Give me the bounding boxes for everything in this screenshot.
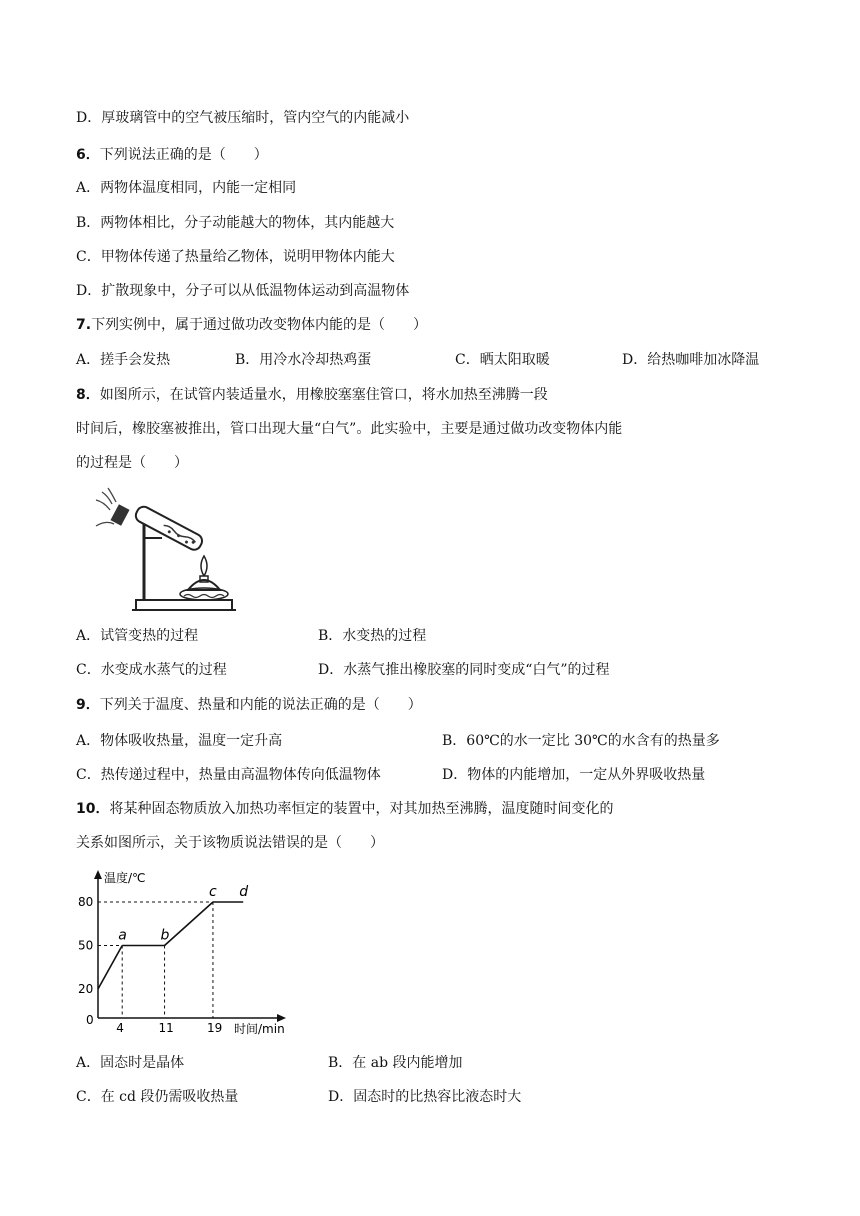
test-tube-apparatus-figure (92, 486, 242, 616)
y-tick-label: 20 (78, 982, 94, 996)
point-label-b: b (160, 927, 170, 944)
x-tick-label: 19 (206, 1021, 223, 1035)
q6-option-c: C．甲物体传递了热量给乙物体，说明甲物体内能大 (76, 249, 395, 265)
x-tick-label: 4 (116, 1021, 124, 1035)
q6-option-b: B．两物体相比，分子动能越大的物体，其内能越大 (76, 215, 395, 231)
y-tick-label: 50 (78, 938, 94, 953)
q10-option-b: B．在 ab 段内能增加 (328, 1055, 463, 1071)
q7-stem: 下列实例中，属于通过做功改变物体内能的是（ ） (91, 317, 428, 333)
q6-option-a: A．两物体温度相同，内能一定相同 (76, 180, 297, 196)
y-axis-arrow (94, 870, 102, 879)
q7-number: 7. (76, 317, 92, 333)
y-axis-label: 温度/℃ (104, 871, 146, 885)
origin-label: 0 (86, 1013, 94, 1027)
q8-option-a: A．试管变热的过程 (76, 628, 199, 644)
point-label-c: c (208, 884, 217, 900)
temperature-time-chart (76, 866, 306, 1036)
y-tick-label: 80 (78, 895, 94, 909)
q10-stem-line-1 (76, 799, 613, 819)
q5-option-d: D．厚玻璃管中的空气被压缩时，管内空气的内能减小 (76, 110, 410, 126)
q8-stem-line-1 (76, 385, 548, 405)
q8-stem-1: 如图所示，在试管内装适量水，用橡胶塞塞住管口，将水加热至沸腾一段 (99, 387, 548, 403)
q9-stem-line (76, 695, 422, 715)
q10-number: 10． (76, 801, 110, 817)
q8-number: 8． (76, 387, 100, 403)
x-axis-label: 时间/min (234, 1022, 285, 1036)
q7-option-b: B．用冷水冷却热鸡蛋 (235, 352, 372, 368)
q6-number: 6． (76, 147, 100, 163)
q7-option-a: A．搓手会发热 (76, 352, 171, 368)
q8-stem-line-3: 的过程是（ ） (76, 455, 188, 471)
q7-option-d: D．给热咖啡加冰降温 (622, 352, 760, 368)
q9-option-c: C．热传递过程中，热量由高温物体传向低温物体 (76, 767, 381, 783)
q10-stem-1: 将某种固态物质放入加热功率恒定的装置中，对其加热至沸腾，温度随时间变化的 (109, 801, 614, 817)
point-label-a: a (118, 927, 127, 944)
q10-option-d: D．固态时的比热容比液态时大 (328, 1089, 522, 1105)
q9-option-a: A．物体吸收热量，温度一定升高 (76, 733, 283, 749)
q9-option-b: B．60℃的水一定比 30℃的水含有的热量多 (442, 733, 720, 749)
q10-option-a: A．固态时是晶体 (76, 1055, 185, 1071)
q8-stem-line-2: 时间后，橡胶塞被推出，管口出现大量“白气”。此实验中，主要是通过做功改变物体内能 (76, 421, 623, 437)
curve-segment-2 (165, 902, 213, 946)
x-axis-arrow (277, 1014, 286, 1022)
q9-number: 9． (76, 697, 100, 713)
q8-option-d: D．水蒸气推出橡胶塞的同时变成“白气”的过程 (318, 662, 610, 678)
q8-option-b: B．水变热的过程 (318, 628, 427, 644)
q9-option-d: D．物体的内能增加，一定从外界吸收热量 (442, 767, 706, 783)
q8-option-c: C．水变成水蒸气的过程 (76, 662, 227, 678)
q9-stem: 下列关于温度、热量和内能的说法正确的是（ ） (99, 697, 422, 713)
curve-segment-0 (98, 946, 122, 990)
q6-option-d: D．扩散现象中，分子可以从低温物体运动到高温物体 (76, 283, 410, 299)
x-tick-label: 11 (158, 1021, 174, 1035)
point-label-d: d (239, 884, 249, 900)
q7-option-c: C．晒太阳取暖 (455, 352, 550, 368)
q10-option-c: C．在 cd 段仍需吸收热量 (76, 1089, 239, 1105)
q7-stem-line (76, 315, 427, 335)
q6-stem: 下列说法正确的是（ ） (99, 147, 268, 163)
q6-stem-line (76, 145, 268, 165)
q10-stem-line-2: 关系如图所示，关于该物质说法错误的是（ ） (76, 835, 384, 851)
